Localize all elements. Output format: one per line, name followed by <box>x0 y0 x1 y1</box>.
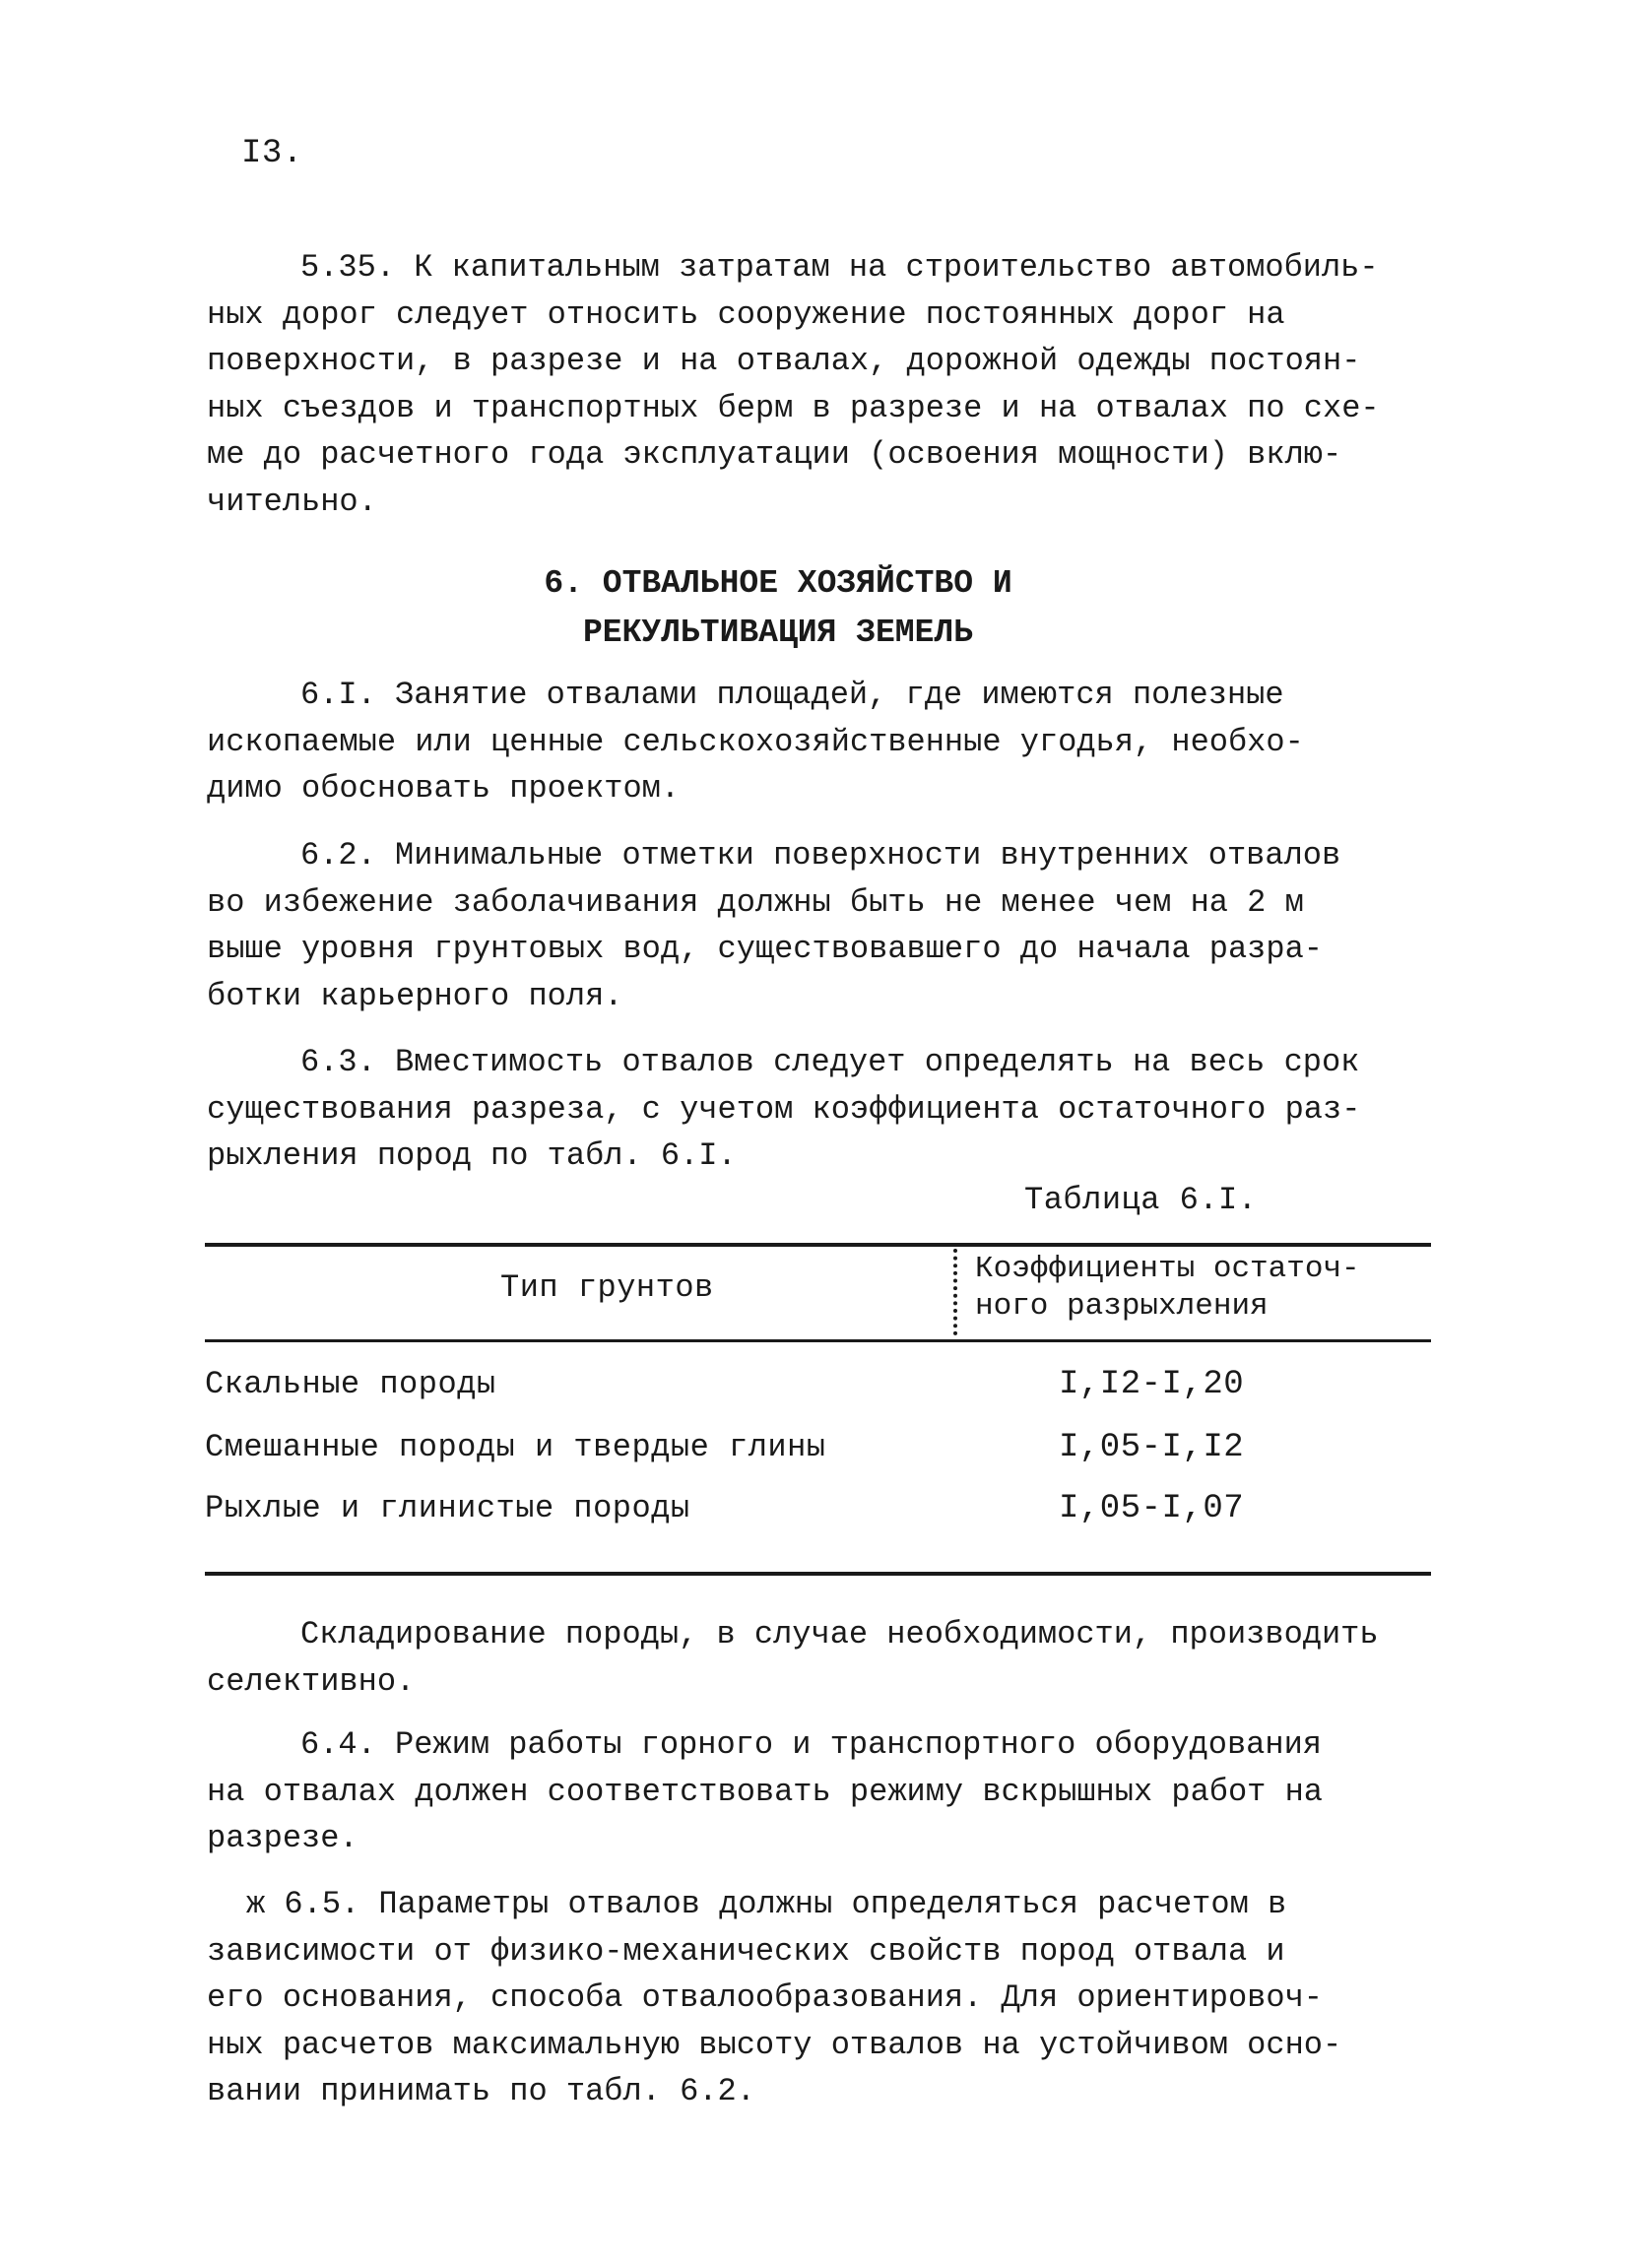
text-line: ных расчетов максимальную высоту отвалов на устойчивом осно- <box>207 2026 1342 2063</box>
text-line: 6.I. Занятие отвалами площадей, где имеются полезные <box>300 677 1284 713</box>
paragraph-6-2 <box>207 832 1438 1019</box>
table-cell-soil-type: Смешанные породы и твердые глины <box>205 1429 826 1465</box>
table-header-rule <box>205 1339 1431 1342</box>
text-line: 6.3. Вместимость отвалов следует определять на весь срок <box>300 1044 1360 1080</box>
text-line: во избежение заболачивания должны быть не менее чем на 2 м <box>207 883 1304 921</box>
text-line: ж 6.5. Параметры отвалов должны определяться расчетом в <box>246 1886 1287 1922</box>
table-cell-coefficient: I,05-I,I2 <box>1059 1429 1245 1466</box>
table-caption: Таблица 6.I. <box>1024 1182 1258 1218</box>
page-number: I3. <box>241 135 303 172</box>
table-bottom-rule <box>205 1572 1431 1576</box>
section-heading <box>394 559 1162 658</box>
text-line: 6.4. Режим работы горного и транспортного оборудования <box>300 1726 1322 1763</box>
text-line: ме до расчетного года эксплуатации (освоения мощности) вклю- <box>207 436 1342 473</box>
table-cell-soil-type: Рыхлые и глинистые породы <box>205 1490 690 1526</box>
text-line: ных дорог следует относить сооружение постоянных дорог на <box>207 295 1285 333</box>
paragraph-5-35 <box>207 244 1438 525</box>
text-line: Складирование породы, в случае необходимости, производить <box>300 1616 1379 1652</box>
paragraph-6-5 <box>207 1881 1438 2115</box>
table-cell-soil-type: Скальные породы <box>205 1366 496 1402</box>
text-line: рыхления пород по табл. 6.I. <box>207 1137 737 1174</box>
paragraph-6-4 <box>207 1721 1438 1862</box>
text-line: чительно. <box>207 483 377 520</box>
heading-line: 6. ОТВАЛЬНОЕ ХОЗЯЙСТВО И <box>544 565 1012 602</box>
text-line: разрезе. <box>207 1820 358 1856</box>
table-column-separator <box>953 1249 957 1335</box>
text-line: селективно. <box>207 1662 416 1700</box>
text-line: зависимости от физико-механических свойств пород отвала и <box>207 1932 1285 1970</box>
table-cell-coefficient: I,I2-I,20 <box>1059 1366 1245 1403</box>
header-line: Коэффициенты остаточ- <box>975 1252 1360 1286</box>
text-line: 5.35. К капитальным затратам на строительство автомобиль- <box>300 249 1379 286</box>
text-line: существования разреза, с учетом коэффициента остаточного раз- <box>207 1090 1361 1128</box>
heading-line: РЕКУЛЬТИВАЦИЯ ЗЕМЕЛЬ <box>582 615 974 651</box>
text-line: димо обосновать проектом. <box>207 770 681 807</box>
text-line: вании принимать по табл. 6.2. <box>207 2073 755 2109</box>
text-line: ископаемые или ценные сельскохозяйственные угодья, необхо- <box>207 723 1304 760</box>
table-header-coefficient <box>975 1251 1360 1326</box>
text-line: на отвалах должен соответствовать режиму вскрышных работ на <box>207 1773 1323 1810</box>
paragraph-storage <box>207 1611 1438 1705</box>
header-line: ного разрыхления <box>975 1289 1269 1324</box>
text-line: его основания, способа отвалообразования. Для ориентировоч- <box>207 1979 1323 2016</box>
text-line: ных съездов и транспортных берм в разрезе и на отвалах по схе- <box>207 389 1380 426</box>
table-header-soil-type: Тип грунтов <box>500 1269 714 1306</box>
paragraph-6-1 <box>207 672 1438 812</box>
text-line: выше уровня грунтовых вод, существовавшего до начала разра- <box>207 931 1323 967</box>
table-cell-coefficient: I,05-I,07 <box>1059 1490 1245 1527</box>
text-line: 6.2. Минимальные отметки поверхности внутренних отвалов <box>300 837 1341 874</box>
text-line: ботки карьерного поля. <box>207 977 623 1014</box>
text-line: поверхности, в разрезе и на отвалах, дорожной одежды постоян- <box>207 343 1361 379</box>
table-top-rule <box>205 1243 1431 1247</box>
paragraph-6-3 <box>207 1039 1438 1180</box>
